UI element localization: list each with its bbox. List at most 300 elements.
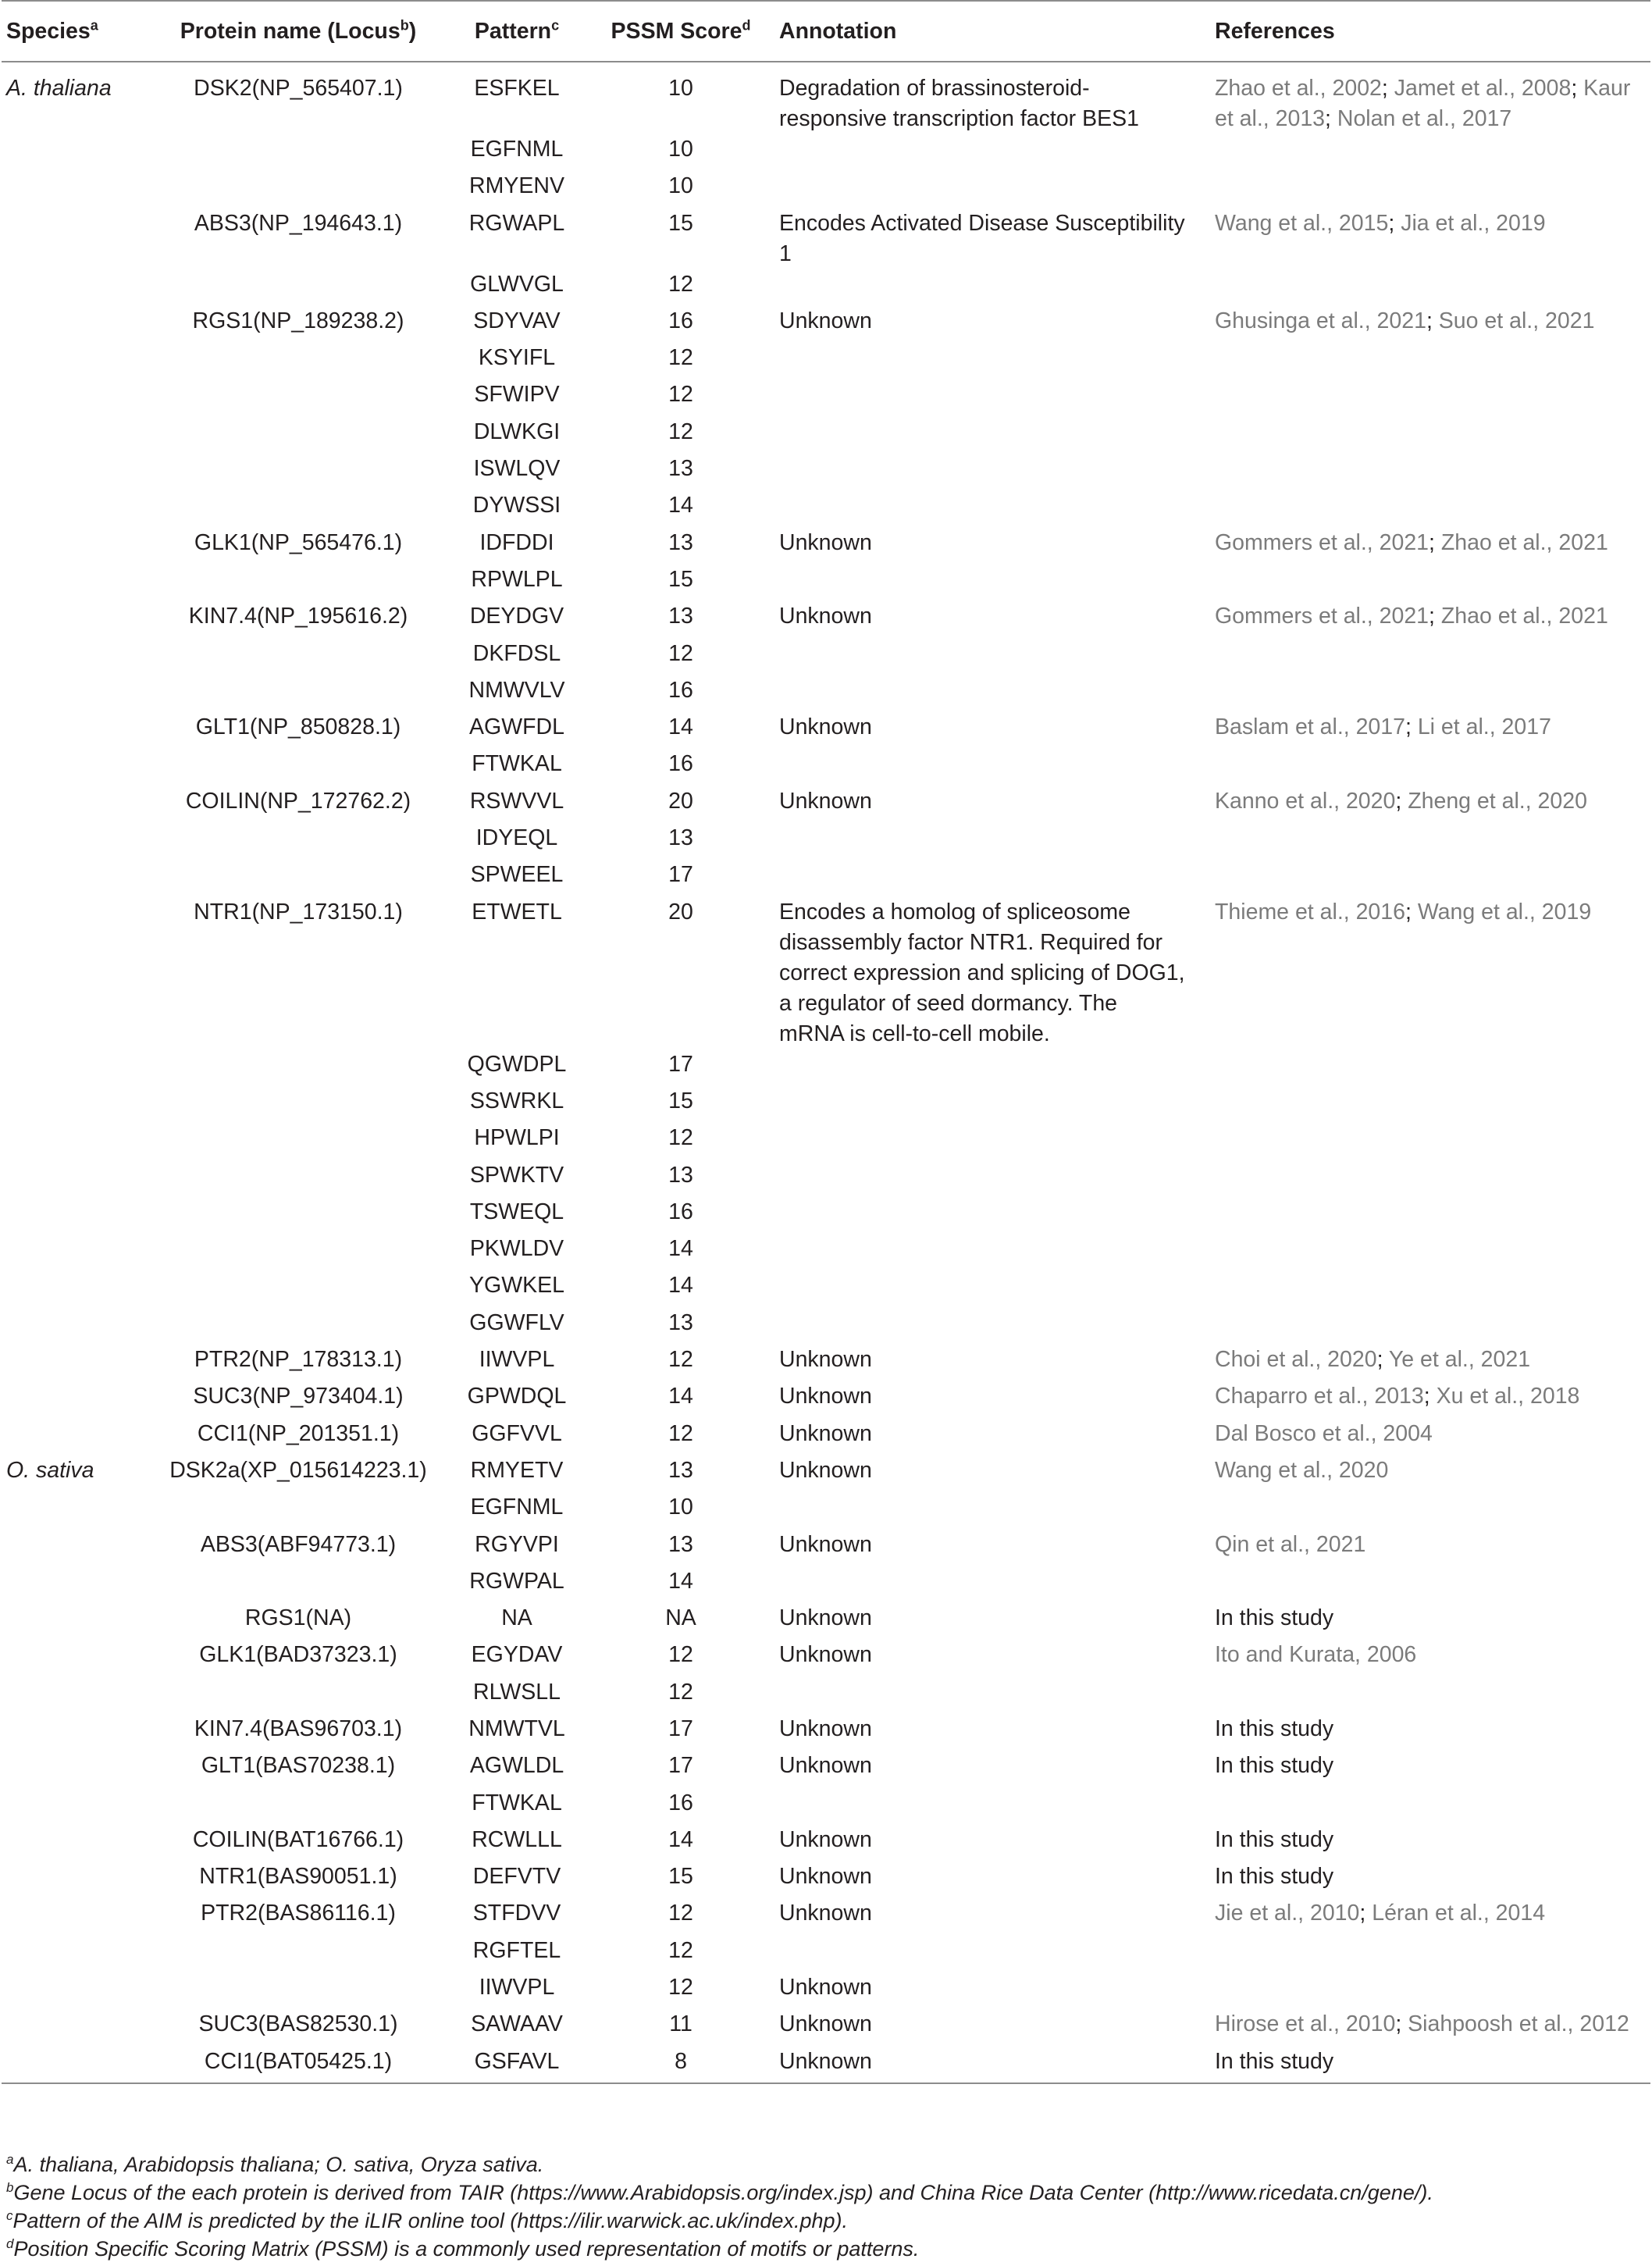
cell-references xyxy=(1210,639,1650,675)
cell-pssm-score: 16 xyxy=(668,751,693,777)
cell-annotation: Unknown xyxy=(779,1716,872,1741)
cell-protein-name xyxy=(150,1972,447,2009)
cell-protein-name xyxy=(150,565,447,601)
cell-pssm-score: 12 xyxy=(668,419,693,444)
cell-annotation: Unknown xyxy=(779,1826,872,1852)
cell-pattern: ISWLQV xyxy=(473,456,561,482)
table-row xyxy=(2,306,1650,343)
cell-pssm-score: NA xyxy=(665,1605,696,1631)
cell-species xyxy=(2,454,150,490)
cell-annotation: Unknown xyxy=(779,2011,872,2037)
cell-species xyxy=(2,1751,150,1787)
cell-pattern: EGYDAV xyxy=(471,1642,563,1668)
cell-species xyxy=(2,675,150,712)
cell-pssm-score: 16 xyxy=(668,1790,693,1815)
cell-species xyxy=(2,1825,150,1862)
cell-species xyxy=(2,306,150,343)
table-header xyxy=(2,1,1650,62)
cell-pssm-score: 8 xyxy=(587,2047,774,2083)
cell-protein-name: NTR1(NP_173150.1) xyxy=(194,899,403,925)
cell-pattern: STFDVV xyxy=(472,1901,561,1926)
cell-protein-name: GLT1(NP_850828.1) xyxy=(195,714,401,740)
cell-annotation xyxy=(774,639,1210,675)
cell-pattern: FTWKAL xyxy=(472,751,562,777)
cell-species xyxy=(2,749,150,786)
cell-protein-name: RGS1(NP_189238.2) xyxy=(192,308,404,333)
table-row xyxy=(2,675,1650,712)
cell-species xyxy=(2,269,150,306)
cell-references: Baslam et al., 2017; Li et al., 2017 xyxy=(1215,714,1551,740)
cell-pattern: IDYEQL xyxy=(475,825,558,851)
cell-pssm-score: 13 xyxy=(668,1531,693,1557)
cell-references: Jie et al., 2010; Léran et al., 2014 xyxy=(1215,1901,1546,1926)
cell-protein-name xyxy=(150,490,447,527)
table-row xyxy=(2,860,1650,896)
cell-pssm-score: 14 xyxy=(668,493,693,518)
cell-annotation: Unknown xyxy=(779,1642,872,1668)
cell-pssm-score: 10 xyxy=(668,76,693,101)
cell-annotation xyxy=(774,1308,1210,1345)
cell-annotation xyxy=(774,1086,1210,1123)
cell-pattern: SAWAAV xyxy=(471,2011,563,2037)
cell-annotation: Unknown xyxy=(779,308,872,333)
cell-pssm-score: 12 xyxy=(668,345,693,371)
cell-annotation: Unknown xyxy=(774,2047,1210,2083)
cell-annotation xyxy=(774,490,1210,527)
cell-pssm-score: 12 xyxy=(668,1975,693,2001)
cell-pssm-score: 13 xyxy=(668,825,693,851)
cell-references: Wang et al., 2020 xyxy=(1215,1457,1389,1483)
cell-annotation xyxy=(774,1049,1210,1086)
cell-pssm-score: 13 xyxy=(668,1457,693,1483)
cell-annotation xyxy=(774,1936,1210,1972)
cell-protein-name: KIN7.4(NP_195616.2) xyxy=(188,604,408,629)
cell-annotation: Degradation of brassinosteroid-responsive transcription factor BES1 xyxy=(779,76,1139,131)
cell-annotation xyxy=(774,343,1210,379)
table-row xyxy=(2,1234,1650,1270)
cell-species xyxy=(2,1419,150,1455)
table-row xyxy=(2,712,1650,749)
cell-pssm-score: 16 xyxy=(668,1199,693,1224)
cell-annotation: Unknown xyxy=(779,1605,872,1631)
cell-species: A. thaliana xyxy=(6,76,112,101)
cell-pssm-score: 15 xyxy=(668,566,693,592)
cell-protein-name: COILIN(NP_172762.2) xyxy=(185,788,411,814)
cell-annotation xyxy=(774,1123,1210,1160)
cell-annotation: Unknown xyxy=(779,714,872,740)
cell-protein-name xyxy=(150,1049,447,1086)
table-row xyxy=(2,417,1650,454)
table-footnotes xyxy=(6,2150,1646,2263)
cell-pattern: GLWVGL xyxy=(470,271,564,297)
table-row xyxy=(2,1530,1650,1566)
cell-pattern: DKFDSL xyxy=(472,640,561,666)
cell-protein-name: PTR2(BAS86116.1) xyxy=(201,1901,396,1926)
cell-references: In this study xyxy=(1215,1605,1334,1631)
cell-pssm-score: 13 xyxy=(668,529,693,555)
table-row xyxy=(2,601,1650,638)
cell-protein-name: GLK1(NP_565476.1) xyxy=(194,529,403,555)
table-row xyxy=(2,897,1650,1049)
cell-protein-name xyxy=(150,1492,447,1529)
cell-species xyxy=(2,1640,150,1676)
cell-annotation xyxy=(774,749,1210,786)
cell-species xyxy=(2,1381,150,1418)
table-row xyxy=(2,1640,1650,1676)
cell-pssm-score: 14 xyxy=(668,1384,693,1409)
cell-protein-name xyxy=(150,675,447,712)
cell-annotation: Unknown xyxy=(779,1531,872,1557)
cell-species xyxy=(2,528,150,565)
cell-protein-name: RGS1(NA) xyxy=(244,1605,352,1631)
cell-annotation xyxy=(774,1234,1210,1270)
cell-species xyxy=(2,417,150,454)
cell-references: Ghusinga et al., 2021; Suo et al., 2021 xyxy=(1215,308,1595,333)
cell-references xyxy=(1210,1270,1650,1307)
footnote: $^a$A. thaliana, Arabidopsis thaliana; O. sativa, Oryza sativa. xyxy=(6,2152,544,2176)
cell-references xyxy=(1210,823,1650,860)
cell-references: Gommers et al., 2021; Zhao et al., 2021 xyxy=(1215,529,1608,555)
cell-pattern: SFWIPV xyxy=(474,382,560,408)
cell-pssm-score: 12 xyxy=(668,640,693,666)
cell-species xyxy=(2,1566,150,1603)
header-annotation: Annotation xyxy=(774,1,1210,62)
cell-protein-name xyxy=(150,823,447,860)
cell-annotation xyxy=(774,1270,1210,1307)
table-row xyxy=(2,1049,1650,1086)
cell-references xyxy=(1210,1234,1650,1270)
cell-pattern: QGWDPL xyxy=(467,1051,567,1077)
cell-pattern: RSWVVL xyxy=(469,788,564,814)
cell-species xyxy=(2,1086,150,1123)
cell-protein-name: ABS3(ABF94773.1) xyxy=(200,1531,397,1557)
cell-species xyxy=(2,897,150,1049)
cell-references: Choi et al., 2020; Ye et al., 2021 xyxy=(1215,1347,1531,1373)
header-pssm-score: PSSM Score$^d$ xyxy=(587,1,774,62)
cell-species xyxy=(2,2047,150,2083)
cell-species xyxy=(2,1862,150,1898)
cell-species xyxy=(2,134,150,171)
cell-pattern: PKWLDV xyxy=(469,1236,564,1262)
cell-pssm-score: 13 xyxy=(668,1309,693,1335)
cell-protein-name xyxy=(150,269,447,306)
cell-species xyxy=(2,1898,150,1935)
cell-species xyxy=(2,860,150,896)
footnote: $^c$Pattern of the AIM is predicted by the iLIR online tool (https://ilir.warwick.ac.uk/index.php). xyxy=(6,2208,848,2232)
cell-pattern: RGWAPL xyxy=(468,210,565,236)
cell-annotation xyxy=(774,1566,1210,1603)
cell-references xyxy=(1210,490,1650,527)
table-row xyxy=(2,1345,1650,1381)
cell-protein-name: DSK2a(XP_015614223.1) xyxy=(169,1457,427,1483)
cell-references xyxy=(1210,269,1650,306)
table-row xyxy=(2,1677,1650,1714)
cell-species xyxy=(2,1714,150,1751)
cell-pssm-score: 14 xyxy=(668,1568,693,1594)
cell-protein-name xyxy=(150,639,447,675)
cell-species: O. sativa xyxy=(6,1457,94,1483)
cell-references: In this study xyxy=(1215,1716,1334,1741)
cell-protein-name: COILIN(BAT16766.1) xyxy=(192,1826,404,1852)
cell-references xyxy=(1210,1492,1650,1529)
cell-pssm-score: 17 xyxy=(668,1753,693,1779)
cell-pssm-score: 16 xyxy=(668,677,693,703)
table-row xyxy=(2,823,1650,860)
header-references: References xyxy=(1210,1,1650,62)
cell-protein-name xyxy=(150,171,447,208)
cell-references xyxy=(1210,1160,1650,1197)
header-protein: Protein name (Locus$^b$) xyxy=(150,1,447,62)
cell-pattern: IDFDDI xyxy=(479,529,554,555)
footnote: $^b$Gene Locus of the each protein is derived from TAIR (https://www.Arabidopsis.org/index.jsp) and China Rice Data Center (http://www.ricedata.cn/gene/). xyxy=(6,2180,1433,2204)
cell-species xyxy=(2,1530,150,1566)
cell-pssm-score: 15 xyxy=(668,1864,693,1890)
table-row xyxy=(2,343,1650,379)
cell-pssm-score: 13 xyxy=(668,456,693,482)
cell-pssm-score: 12 xyxy=(668,1347,693,1373)
cell-protein-name: NTR1(BAS90051.1) xyxy=(199,1864,397,1890)
table-row xyxy=(2,1308,1650,1345)
cell-protein-name: SUC3(BAS82530.1) xyxy=(198,2011,398,2037)
cell-pattern: RGWPAL xyxy=(469,1568,564,1594)
cell-annotation xyxy=(774,1160,1210,1197)
cell-references xyxy=(1210,1308,1650,1345)
table-row xyxy=(2,2009,1650,2046)
cell-pssm-score: 12 xyxy=(668,382,693,408)
cell-protein-name xyxy=(150,1566,447,1603)
cell-protein-name xyxy=(150,1936,447,1972)
cell-references xyxy=(1210,171,1650,208)
table-row xyxy=(2,565,1650,601)
cell-annotation: Encodes Activated Disease Susceptibility 1 xyxy=(779,210,1185,266)
cell-protein-name xyxy=(150,1086,447,1123)
footnote: $^d$Position Specific Scoring Matrix (PSSM) is a commonly used representation of motifs or patterns. xyxy=(6,2236,920,2261)
cell-pattern: IIWVPL xyxy=(479,1975,555,2001)
cell-references xyxy=(1210,860,1650,896)
table-row xyxy=(2,1455,1650,1492)
cell-species xyxy=(2,712,150,749)
cell-species xyxy=(2,1160,150,1197)
table-row xyxy=(2,134,1650,171)
table-row xyxy=(2,1898,1650,1935)
cell-protein-name xyxy=(150,379,447,416)
cell-protein-name xyxy=(150,1234,447,1270)
table-row xyxy=(2,1381,1650,1418)
cell-species xyxy=(2,1123,150,1160)
cell-references: Hirose et al., 2010; Siahpoosh et al., 2012 xyxy=(1215,2011,1629,2037)
table-row xyxy=(2,490,1650,527)
table-row xyxy=(2,1714,1650,1751)
cell-protein-name: CCI1(BAT05425.1) xyxy=(150,2047,447,2083)
table-row xyxy=(2,639,1650,675)
cell-pssm-score: 15 xyxy=(668,210,693,236)
table-row xyxy=(2,208,1650,269)
cell-protein-name: PTR2(NP_178313.1) xyxy=(194,1347,403,1373)
cell-pattern: SPWEEL xyxy=(470,862,564,888)
cell-species xyxy=(2,639,150,675)
cell-protein-name xyxy=(150,1788,447,1825)
cell-pssm-score: 12 xyxy=(668,1420,693,1446)
cell-species xyxy=(2,490,150,527)
cell-references xyxy=(1210,454,1650,490)
cell-references: Ito and Kurata, 2006 xyxy=(1215,1642,1417,1668)
table-row xyxy=(2,749,1650,786)
cell-annotation: Unknown xyxy=(779,1420,872,1446)
cell-references xyxy=(1210,1123,1650,1160)
cell-annotation: Encodes a homolog of spliceosome disassembly factor NTR1. Required for correct expression and splicing of DOG1, a regulator of seed dormancy. The mRNA is cell-to-cell mobile. xyxy=(779,899,1185,1046)
cell-pssm-score: 17 xyxy=(668,1051,693,1077)
table-row xyxy=(2,1751,1650,1787)
cell-species xyxy=(2,1197,150,1234)
cell-species xyxy=(2,2009,150,2046)
table-row xyxy=(2,1788,1650,1825)
cell-annotation xyxy=(774,134,1210,171)
cell-references xyxy=(1210,675,1650,712)
table-row xyxy=(2,786,1650,823)
cell-annotation xyxy=(774,171,1210,208)
cell-protein-name xyxy=(150,1197,447,1234)
cell-protein-name xyxy=(150,454,447,490)
cell-pattern: NMWVLV xyxy=(468,677,565,703)
cell-pattern: RPWLPL xyxy=(471,566,563,592)
cell-annotation xyxy=(774,675,1210,712)
cell-references: Qin et al., 2021 xyxy=(1215,1531,1366,1557)
table-row xyxy=(2,1603,1650,1640)
cell-pattern: DYWSSI xyxy=(472,493,561,518)
cell-species xyxy=(2,565,150,601)
table-row xyxy=(2,171,1650,208)
cell-pssm-score: 12 xyxy=(668,1642,693,1668)
table-row xyxy=(2,1492,1650,1529)
cell-annotation: Unknown xyxy=(779,1347,872,1373)
header-pattern: Pattern$^c$ xyxy=(447,1,587,62)
cell-pattern: GPWDQL xyxy=(467,1384,567,1409)
cell-protein-name: SUC3(NP_973404.1) xyxy=(193,1384,404,1409)
cell-references xyxy=(1210,565,1650,601)
cell-pssm-score: 13 xyxy=(668,604,693,629)
cell-species xyxy=(2,1936,150,1972)
cell-species xyxy=(2,786,150,823)
cell-pattern: RMYETV xyxy=(470,1457,564,1483)
cell-pattern: GGWFLV xyxy=(469,1309,564,1335)
cell-pattern: AGWLDL xyxy=(469,1753,564,1779)
cell-references xyxy=(1210,134,1650,171)
cell-pattern: SPWKTV xyxy=(469,1162,564,1188)
cell-species xyxy=(2,1308,150,1345)
cell-protein-name: DSK2(NP_565407.1) xyxy=(194,76,403,101)
cell-pssm-score: 20 xyxy=(668,899,693,925)
cell-pattern: NMWTVL xyxy=(468,1716,565,1741)
cell-species xyxy=(2,1603,150,1640)
table-row xyxy=(2,1160,1650,1197)
cell-references: In this study xyxy=(1215,1753,1334,1779)
cell-annotation: Unknown xyxy=(779,1975,872,2001)
cell-annotation: Unknown xyxy=(779,1901,872,1926)
cell-species xyxy=(2,1345,150,1381)
cell-annotation xyxy=(774,1197,1210,1234)
cell-protein-name xyxy=(150,417,447,454)
cell-references xyxy=(1210,1972,1650,2009)
cell-pssm-score: 12 xyxy=(668,1125,693,1151)
cell-species xyxy=(2,1234,150,1270)
cell-annotation xyxy=(774,1788,1210,1825)
cell-species xyxy=(2,1049,150,1086)
cell-annotation: Unknown xyxy=(779,1864,872,1890)
cell-pssm-score: 12 xyxy=(668,1901,693,1926)
cell-protein-name xyxy=(150,1160,447,1197)
cell-references xyxy=(1210,1197,1650,1234)
cell-species xyxy=(2,1492,150,1529)
cell-references: Wang et al., 2015; Jia et al., 2019 xyxy=(1215,210,1546,236)
cell-references xyxy=(1210,1936,1650,1972)
cell-protein-name xyxy=(150,860,447,896)
table-row xyxy=(2,379,1650,416)
cell-pattern: RGYVPI xyxy=(475,1531,559,1557)
cell-pssm-score: 10 xyxy=(668,1495,693,1520)
cell-protein-name: CCI1(NP_201351.1) xyxy=(197,1420,400,1446)
cell-pssm-score: 12 xyxy=(668,1679,693,1705)
table-row xyxy=(2,1936,1650,1972)
table-row xyxy=(2,1123,1650,1160)
cell-species xyxy=(2,823,150,860)
cell-pattern: EGFNML xyxy=(470,1495,564,1520)
table-row xyxy=(2,528,1650,565)
cell-protein-name xyxy=(150,1123,447,1160)
cell-pattern: DLWKGI xyxy=(473,419,561,444)
cell-annotation: Unknown xyxy=(779,1457,872,1483)
cell-annotation xyxy=(774,417,1210,454)
cell-pssm-score: 12 xyxy=(668,1937,693,1963)
cell-pattern: SDYVAV xyxy=(473,308,561,333)
cell-species xyxy=(2,379,150,416)
cell-pattern: DEFVTV xyxy=(472,1864,561,1890)
cell-references: In this study xyxy=(1215,1826,1334,1852)
cell-pattern: EGFNML xyxy=(470,137,564,162)
cell-pattern: KSYIFL xyxy=(478,345,556,371)
cell-references: Dal Bosco et al., 2004 xyxy=(1215,1420,1433,1446)
cell-pattern: RCWLLL xyxy=(472,1826,562,1852)
cell-species xyxy=(2,171,150,208)
cell-protein-name xyxy=(150,1677,447,1714)
cell-pssm-score: 14 xyxy=(668,714,693,740)
table-row xyxy=(2,1086,1650,1123)
cell-annotation xyxy=(774,565,1210,601)
cell-protein-name: ABS3(NP_194643.1) xyxy=(194,210,403,236)
cell-protein-name xyxy=(150,1270,447,1307)
cell-pattern: RGFTEL xyxy=(472,1937,561,1963)
cell-pssm-score: 20 xyxy=(668,788,693,814)
cell-references xyxy=(1210,1677,1650,1714)
cell-pssm-score: 12 xyxy=(668,271,693,297)
cell-pattern: YGWKEL xyxy=(469,1273,564,1299)
cell-pattern: NA xyxy=(501,1605,532,1631)
table-row xyxy=(2,269,1650,306)
cell-annotation xyxy=(774,454,1210,490)
table-row xyxy=(2,1862,1650,1898)
cell-references xyxy=(1210,1049,1650,1086)
cell-references: In this study xyxy=(1215,1864,1334,1890)
table-body xyxy=(2,62,1650,2083)
header-species: Species$^a$ xyxy=(2,1,150,62)
cell-references xyxy=(1210,343,1650,379)
cell-pssm-score: 17 xyxy=(668,862,693,888)
cell-protein-name xyxy=(150,343,447,379)
cell-species xyxy=(2,1677,150,1714)
cell-annotation xyxy=(774,1677,1210,1714)
table-row xyxy=(2,2047,1650,2083)
cell-annotation: Unknown xyxy=(779,1384,872,1409)
cell-pssm-score: 14 xyxy=(668,1273,693,1299)
